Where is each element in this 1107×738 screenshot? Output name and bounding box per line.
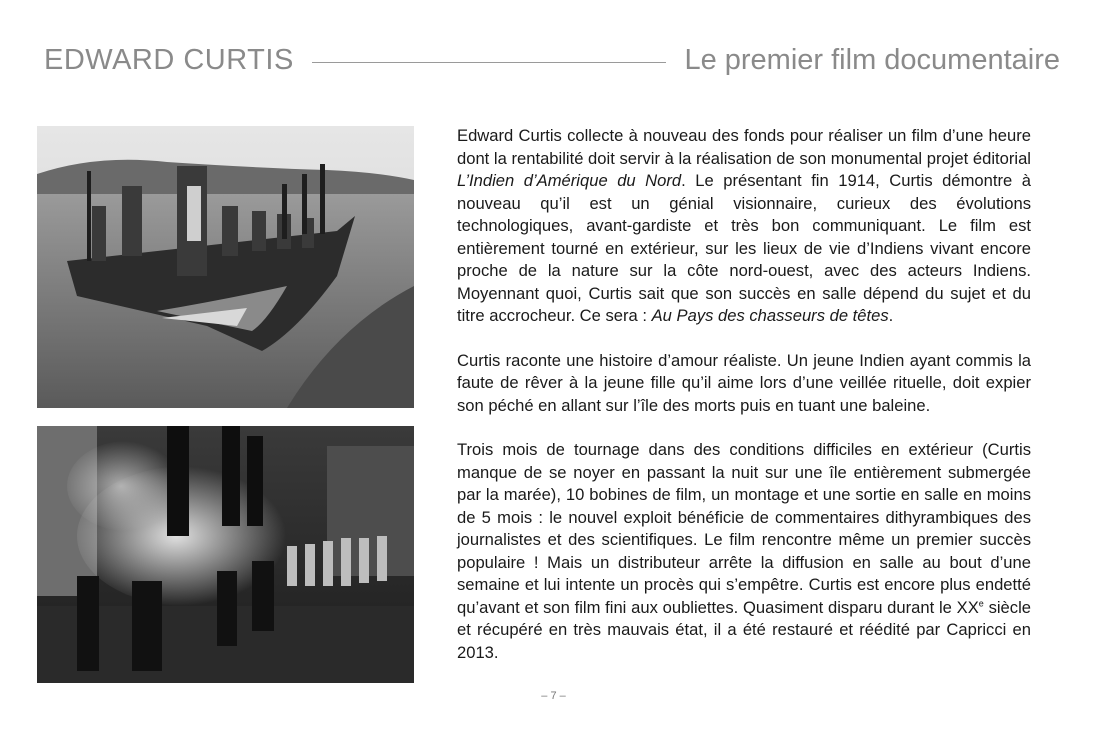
paragraph-1-part-c: . xyxy=(888,306,894,325)
article-body xyxy=(457,125,1031,686)
paragraph-3-part-b: siècle et récupéré en très mauvais état, il a été restauré et réédité par Capricci en 2013. xyxy=(457,597,1031,662)
header-title-right: Le premier film documentaire xyxy=(684,43,1060,76)
paragraph-1-part-b: . Le présentant fin 1914, Curtis démontre à nouveau qu’il est un génial visionnaire, curieux des évolutions technologiques, avant-gardiste et très bon communiquant. Le film est entièrement tourné en extérieur, sur les lieux de vie d’Indiens vivant encore proche de la nature sur la côte nord-ouest, avec des acteurs Indiens. Moyennant quoi, Curtis sait que son succès en salle dépend du sujet et du titre accrocheur. Ce sera : xyxy=(457,171,1031,325)
header-title-left: EDWARD CURTIS xyxy=(44,43,294,76)
paragraph-2: Curtis raconte une histoire d’amour réaliste. Un jeune Indien ayant commis la faute de rêver à la jeune fille qu’il aime lors d’une veillée rituelle, doit expier son péché en allant sur l’île des morts puis en tuant une baleine. xyxy=(457,350,1031,415)
film-title: Au Pays des chasseurs de têtes xyxy=(651,306,889,325)
canoe-photo xyxy=(37,126,414,408)
page-number: – 7 – xyxy=(541,690,566,702)
book-title: L’Indien d’Amérique du Nord xyxy=(457,171,682,190)
paragraph-1 xyxy=(457,125,1031,328)
header-rule xyxy=(312,62,667,63)
ceremony-photo xyxy=(37,426,414,683)
page-header xyxy=(44,38,1060,82)
century-superscript: e xyxy=(978,597,984,608)
paragraph-1-part-a: Edward Curtis collecte à nouveau des fonds pour réaliser un film d’une heure dont la rentabilité doit servir à la réalisation de son monumental projet éditorial xyxy=(457,126,1031,168)
paragraph-3 xyxy=(457,439,1031,664)
paragraph-3-part-a: Trois mois de tournage dans des conditions difficiles en extérieur (Curtis manque de se noyer en passant la nuit sur une île entièrement submergée par la marée), 10 bobines de film, un montage et une sortie en salle en moins de 5 mois : le nouvel exploit bénéficie de commentaires dithyrambiques des journalistes et des scientifiques. Le film rencontre même un premier succès populaire ! Mais un distributeur arrête la diffusion en salle au bout d’une semaine et lui intente un procès qui s’empêtre. Curtis est encore plus endetté qu’avant et son film fini aux oubliettes. Quasiment disparu durant le XX xyxy=(457,440,1031,617)
